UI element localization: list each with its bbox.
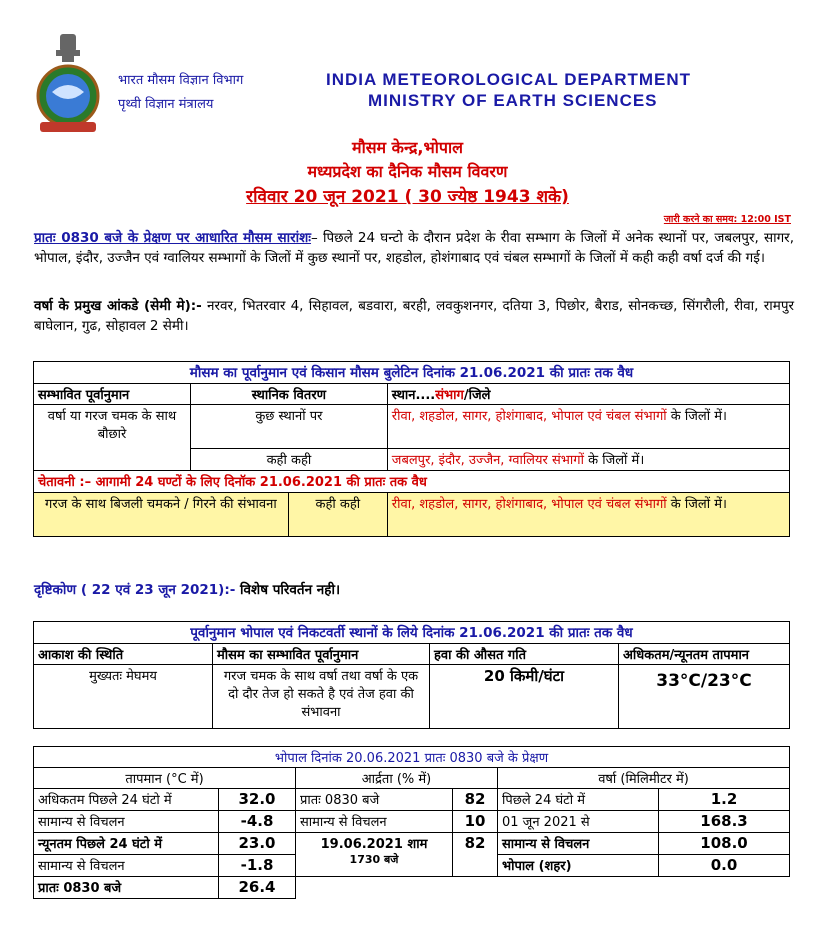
row2-regions-tail: के जिलों में। <box>583 453 645 468</box>
warning-regions-tail: के जिलों में। <box>666 497 727 512</box>
wind-value: 20 किमी/घंटा <box>430 665 619 729</box>
obs-label: अधिकतम पिछले 24 घंटो में <box>34 789 219 811</box>
forecast-isolated: कही कही <box>191 449 388 471</box>
forecast-row2-regions <box>387 449 789 471</box>
obs-label: सामान्य से विचलन <box>498 833 659 855</box>
bhopal-forecast-heading: पूर्वानुमान भोपाल एवं निकटवर्ती स्थानों के लिये दिनांक 21.06.2021 की प्रातः तक वैध <box>34 622 790 644</box>
obs-label: सामान्य से विचलन <box>34 855 219 877</box>
evening-date: 19.06.2021 शाम <box>320 837 428 852</box>
warning-regions-red: रीवा, शहडोल, सागर, होशंगाबाद, भोपाल एवं चंबल संभागों <box>391 497 667 512</box>
rain-text: नरवर, भितरवार 4, सिहावल, बडवारा, बरही, लवकुशनगर, दतिया 3, पिछोर, बैराड, सोनकच्छ, सिंगरौली, रीवा, रामपुर बाघेलान, गुढ, सोहावल 2 सेमी। <box>34 298 795 334</box>
bhopal-forecast-table <box>33 621 790 729</box>
outlook-text: विशेष परिवर्तन नही। <box>235 582 341 598</box>
obs-value: 108.0 <box>659 833 790 855</box>
obs-label: पिछले 24 घंटो में <box>498 789 659 811</box>
obs-label: सामान्य से विचलन <box>34 811 219 833</box>
forecast-rain-cell: वर्षा या गरज चमक के साथ बौछारे <box>34 405 191 471</box>
obs-value: -1.8 <box>219 855 296 877</box>
temp-group-header: तापमान (°C में) <box>34 768 296 789</box>
ministry-name-hindi: पृथ्वी विज्ञान मंत्रालय <box>118 97 214 112</box>
ministry-name-english: MINISTRY OF EARTH SCIENCES <box>368 91 658 110</box>
report-date: रविवार 20 जून 2021 ( 30 ज्येष्ठ 1943 शके) <box>246 187 569 207</box>
forecast-row1-regions <box>387 405 789 449</box>
rain-lead: वर्षा के प्रमुख आंकडे (सेमी मे):- <box>34 298 202 314</box>
empty-cell <box>296 877 790 899</box>
district-label: /जिले <box>463 388 491 403</box>
sky-header: आकाश की स्थिति <box>34 644 213 665</box>
observation-heading: भोपाल दिनांक 20.06.2021 प्रातः 0830 बजे के प्रेक्षण <box>34 747 790 768</box>
obs-value: 1.2 <box>659 789 790 811</box>
rain-data <box>34 296 794 336</box>
outlook <box>34 580 340 598</box>
obs-value: 32.0 <box>219 789 296 811</box>
warning-regions <box>387 493 789 537</box>
forecast-heading: मौसम का पूर्वानुमान एवं किसान मौसम बुलेटिन दिनांक 21.06.2021 की प्रातः तक वैध <box>34 362 790 384</box>
obs-label: प्रातः 0830 बजे <box>34 877 219 899</box>
division-label: संभाग <box>435 388 464 403</box>
row1-regions-red: रीवा, शहडोल, सागर, होशंगाबाद, भोपाल एवं चंबल संभागों <box>391 409 667 424</box>
obs-label: भोपाल (शहर) <box>498 855 659 877</box>
evening-time: 1730 बजे <box>349 853 399 866</box>
summary-lead: प्रातः 0830 बजे के प्रेक्षण पर आधारित मौसम सारांशः <box>34 230 312 246</box>
warning-isolated: कही कही <box>288 493 387 537</box>
obs-value: 82 <box>453 833 498 877</box>
forecast-table <box>33 361 790 537</box>
temp-header: अधिकतम/न्यूनतम तापमान <box>619 644 790 665</box>
obs-value: 0.0 <box>659 855 790 877</box>
obs-value: 26.4 <box>219 877 296 899</box>
weather-value: गरज चमक के साथ वर्षा तथा वर्षा के एक दो दौर तेज हो सकते है एवं तेज हवा की संभावना <box>213 665 430 729</box>
temp-value: 33°C/23°C <box>619 665 790 729</box>
obs-value: 82 <box>453 789 498 811</box>
obs-label: 01 जून 2021 से <box>498 811 659 833</box>
dept-name-english: INDIA METEOROLOGICAL DEPARTMENT <box>326 70 692 89</box>
humidity-group-header: आर्द्रता (% में) <box>296 768 498 789</box>
obs-label: सामान्य से विचलन <box>296 811 453 833</box>
warning-lightning: गरज के साथ बिजली चमकने / गिरने की संभावना <box>34 493 289 537</box>
obs-label: प्रातः 0830 बजे <box>296 789 453 811</box>
summary-text: – पिछले 24 घन्टो के दौरान प्रदेश के रीवा सम्भाग के जिलों में अनेक स्थानों पर, जबलपुर, सागर, भोपाल, इंदौर, उज्जैन एवं ग्वालियर सम्भागों के जिलों में कुछ स्थानों पर, शहडोल, होशंगाबाद एवं चंबल सम्भागों के जिलों में कही कही वर्षा दर्ज की गई। <box>34 230 794 266</box>
place-label: स्थान.... <box>391 388 436 403</box>
dept-name-hindi: भारत मौसम विज्ञान विभाग <box>118 73 244 88</box>
obs-value: 23.0 <box>219 833 296 855</box>
warning-heading: चेतावनी :– आगामी 24 घण्टों के लिए दिनॉक 21.06.2021 की प्रातः तक वैध <box>34 471 790 493</box>
issue-time: जारी करने का समय: 12:00 IST <box>663 214 791 225</box>
report-title: मध्यप्रदेश का दैनिक मौसम विवरण <box>307 162 508 181</box>
col-place-header <box>387 384 789 405</box>
sky-value: मुख्यतः मेघमय <box>34 665 213 729</box>
weather-header: मौसम का सम्भावित पूर्वानुमान <box>213 644 430 665</box>
rain-group-header: वर्षा (मिलिमीटर में) <box>498 768 790 789</box>
row2-regions-red: जबलपुर, इंदौर, उज्जैन, ग्वालियर संभागों <box>391 453 584 468</box>
imd-emblem <box>32 30 104 138</box>
centre-title: मौसम केन्द्र,भोपाल <box>352 138 463 157</box>
row1-regions-tail: के जिलों में। <box>666 409 727 424</box>
obs-label <box>296 833 453 877</box>
obs-value: 10 <box>453 811 498 833</box>
observation-table <box>33 746 790 899</box>
weather-summary <box>34 228 794 268</box>
forecast-some-places: कुछ स्थानों पर <box>191 405 388 449</box>
col-distribution-header: स्थानिक वितरण <box>191 384 388 405</box>
wind-header: हवा की औसत गति <box>430 644 619 665</box>
col-forecast-header: सम्भावित पूर्वानुमान <box>34 384 191 405</box>
obs-value: -4.8 <box>219 811 296 833</box>
outlook-lead: दृष्टिकोण ( 22 एवं 23 जून 2021):- <box>34 582 236 598</box>
obs-label: न्यूनतम पिछले 24 घंटो में <box>34 833 219 855</box>
obs-value: 168.3 <box>659 811 790 833</box>
